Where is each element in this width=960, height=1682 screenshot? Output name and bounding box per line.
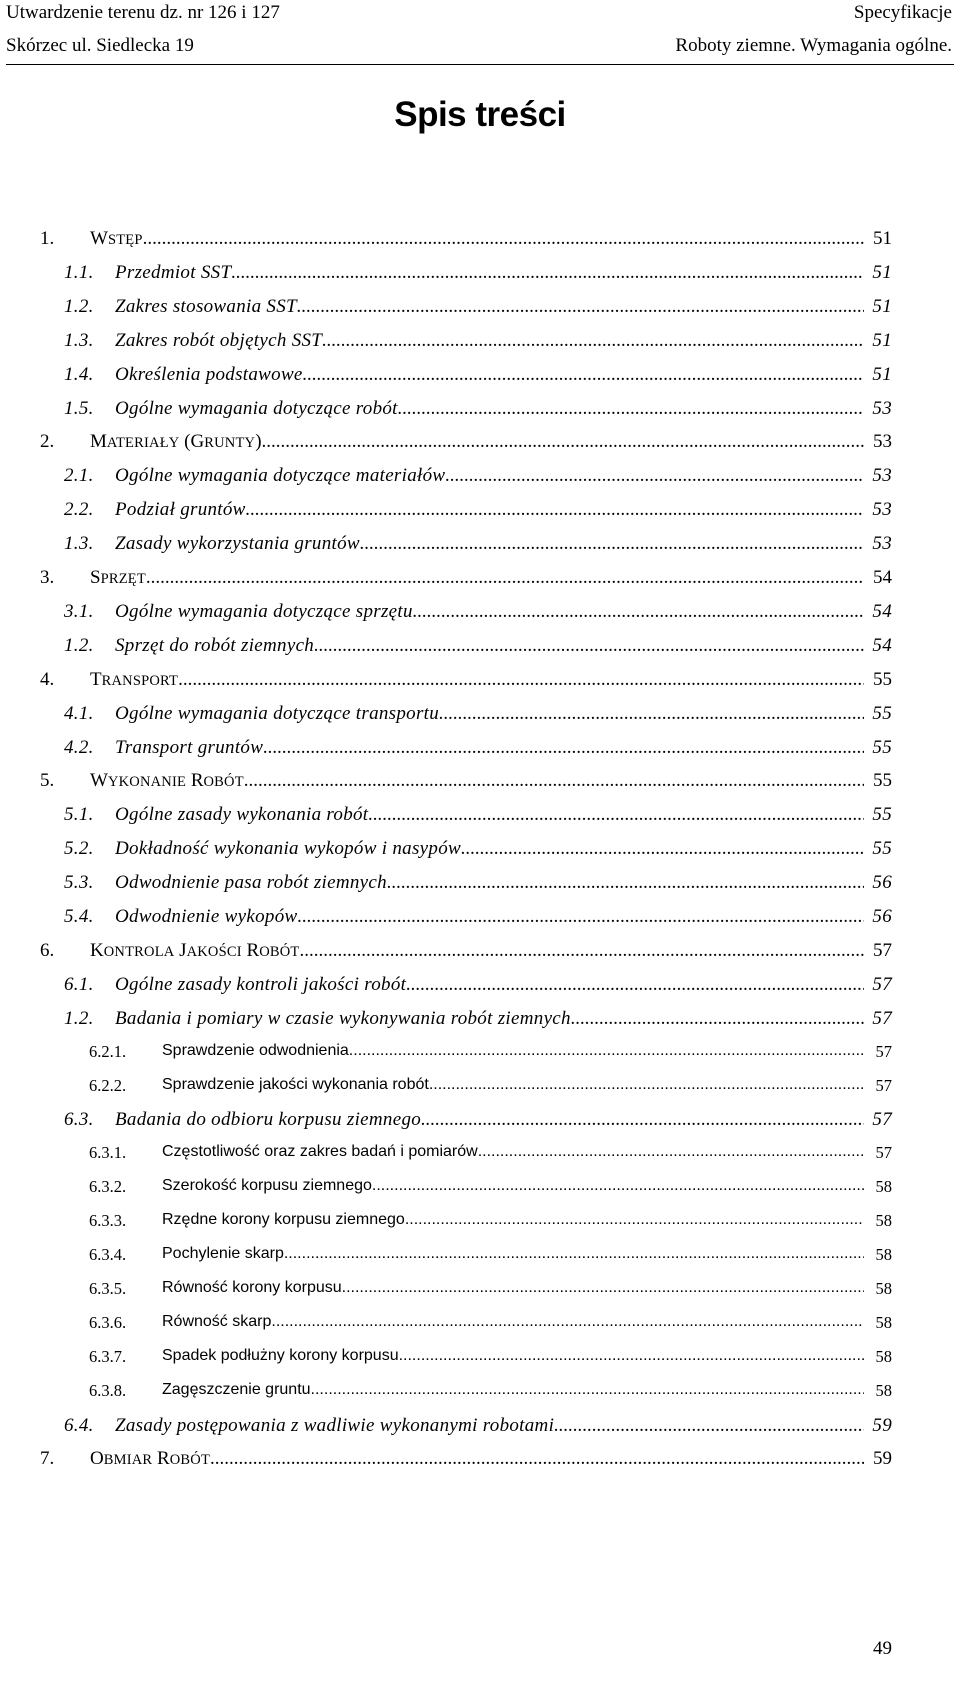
- toc-entry-title: Ogólne zasady wykonania robót: [115, 804, 369, 826]
- dot-leader: [322, 330, 864, 352]
- dot-leader: [413, 601, 864, 623]
- toc-entry-leader: [90, 770, 864, 792]
- toc-entry-leader: [115, 1008, 864, 1030]
- dot-leader: [299, 940, 864, 962]
- toc-entry-page: 51: [872, 261, 892, 283]
- toc-entry-number: 2.2.: [64, 499, 94, 521]
- toc-entry-number: 4.1.: [64, 702, 94, 724]
- toc-entry-leader: [115, 296, 864, 318]
- toc-entry-title: Ogólne wymagania dotyczące transportu: [115, 702, 440, 724]
- dot-leader: [284, 1245, 864, 1263]
- toc-entry-number: 1.2.: [64, 1007, 94, 1029]
- toc-entry-page: 53: [872, 465, 892, 487]
- toc-entry-number: 6.3.2.: [89, 1177, 127, 1197]
- toc-entry-leader: [162, 1143, 864, 1161]
- toc-entry-title: Szerokość korpusu ziemnego: [162, 1177, 372, 1195]
- toc-entry-leader: [115, 838, 864, 860]
- toc-entry-page: 57: [872, 1109, 892, 1131]
- toc-entry-page: 54: [872, 600, 892, 622]
- toc-entry-number: 6.: [40, 939, 55, 961]
- toc-entry-number: 3.1.: [64, 600, 94, 622]
- header-project-location: Skórzec ul. Siedlecka 19: [6, 35, 194, 56]
- dot-leader: [231, 262, 864, 284]
- toc-entry-title: Określenia podstawowe: [115, 363, 303, 385]
- dot-leader: [398, 398, 864, 420]
- toc-entry-leader: [115, 1109, 864, 1131]
- toc-entry-page: 51: [872, 329, 892, 351]
- toc-entry-page: 57: [875, 1143, 892, 1163]
- toc-entry-title: Zakres robót objętych SST: [115, 329, 323, 351]
- toc-entry-page: 58: [875, 1211, 892, 1231]
- page-title: Spis treści: [394, 95, 566, 134]
- page-number: 49: [873, 1638, 892, 1659]
- toc-entry-leader: [115, 1415, 864, 1437]
- toc-entry-leader: [162, 1177, 864, 1195]
- toc-entry-number: 1.5.: [64, 397, 94, 419]
- header-doc-type: Specyfikacje: [853, 2, 952, 23]
- toc-entry-number: 6.3.6.: [89, 1312, 127, 1332]
- toc-entry-title: Ogólne wymagania dotyczące materiałów: [115, 465, 446, 487]
- dot-leader: [244, 770, 864, 792]
- toc-entry-leader: [115, 330, 864, 352]
- toc-entry-page: 55: [872, 804, 892, 826]
- toc-entry-number: 5.4.: [64, 906, 94, 927]
- toc-entry-page: 53: [872, 397, 892, 419]
- dot-leader: [360, 533, 864, 555]
- toc-entry-page: 55: [872, 838, 892, 860]
- header-project-title: Utwardzenie terenu dz. nr 126 i 127: [6, 2, 280, 23]
- toc-entry-page: 57: [872, 973, 892, 995]
- toc-entry-title: WSTĘP: [90, 228, 143, 249]
- toc-entry-number: 6.2.2.: [89, 1075, 127, 1095]
- dot-leader: [271, 1313, 864, 1331]
- toc-entry-title: Rzędne korony korpusu ziemnego: [162, 1211, 405, 1229]
- toc-entry-page: 55: [872, 736, 892, 758]
- toc-entry-number: 4.2.: [64, 736, 94, 758]
- toc-entry-leader: [162, 1211, 864, 1229]
- toc-entry-page: 58: [875, 1312, 892, 1332]
- toc-entry-title: Ogólne wymagania dotyczące sprzętu: [115, 600, 413, 622]
- toc-entry-leader: [162, 1245, 864, 1263]
- toc-entry-number: 6.1.: [64, 973, 94, 995]
- dot-leader: [368, 804, 864, 826]
- toc-entry-page: 55: [873, 668, 892, 690]
- toc-entry-title: Transport gruntów: [115, 736, 264, 758]
- dot-leader: [429, 1076, 864, 1094]
- toc-entry-leader: [162, 1279, 864, 1297]
- dot-leader: [246, 499, 864, 521]
- toc-entry-leader: [115, 465, 864, 487]
- toc-entry-title: Spadek podłużny korony korpusu: [162, 1346, 399, 1364]
- toc-entry-number: 2.: [40, 431, 55, 453]
- toc-entry-page: 55: [873, 770, 892, 792]
- toc-entry-leader: [90, 431, 864, 453]
- toc-entry-title: Sprawdzenie jakości wykonania robót: [162, 1075, 429, 1093]
- toc-entry-title: KONTROLA JAKOŚCI ROBÓT: [90, 939, 300, 961]
- toc-entry-leader: [115, 703, 864, 725]
- toc-entry-page: 59: [873, 1448, 892, 1470]
- toc-entry-title: Dokładność wykonania wykopów i nasypów: [115, 838, 461, 860]
- toc-entry-number: 6.3.7.: [89, 1346, 127, 1366]
- toc-entry-leader: [90, 1448, 864, 1470]
- dot-leader: [399, 1347, 864, 1365]
- toc-entry-leader: [115, 398, 864, 420]
- dot-leader: [311, 1381, 864, 1399]
- toc-entry-number: 3.: [40, 567, 55, 588]
- toc-entry-leader: [162, 1076, 864, 1094]
- toc-entry-leader: [115, 364, 864, 386]
- toc-entry-number: 1.4.: [64, 363, 94, 385]
- dot-leader: [303, 364, 864, 386]
- dot-leader: [387, 872, 864, 894]
- dot-leader: [445, 465, 864, 487]
- toc-entry-page: 57: [875, 1075, 892, 1095]
- toc-entry-number: 4.: [40, 668, 55, 690]
- toc-entry-leader: [115, 804, 864, 826]
- toc-entry-leader: [115, 974, 864, 996]
- toc-entry-leader: [90, 669, 864, 691]
- toc-entry-page: 54: [873, 567, 892, 588]
- toc-entry-number: 5.: [40, 770, 55, 792]
- toc-entry-page: 54: [872, 634, 892, 656]
- toc-entry-number: 5.2.: [64, 838, 94, 860]
- toc-entry-leader: [115, 262, 864, 284]
- toc-entry-title: Zakres stosowania SST: [115, 295, 297, 317]
- toc-entry-title: Ogólne zasady kontroli jakości robót: [115, 973, 407, 995]
- toc-entry-title: Równość skarp: [162, 1312, 272, 1330]
- dot-leader: [262, 431, 864, 453]
- toc-entry-title: MATERIAŁY (GRUNTY): [90, 431, 262, 453]
- toc-entry-number: 6.4.: [64, 1414, 94, 1436]
- toc-entry-number: 2.1.: [64, 465, 94, 487]
- toc-entry-leader: [115, 872, 864, 894]
- toc-entry-page: 53: [872, 533, 892, 555]
- dot-leader: [406, 974, 864, 996]
- toc-entry-page: 53: [873, 431, 892, 453]
- toc-entry-page: 58: [875, 1177, 892, 1197]
- toc-entry-leader: [162, 1042, 864, 1060]
- toc-entry-title: Sprawdzenie odwodnienia: [162, 1041, 349, 1059]
- toc-entry-number: 5.3.: [64, 872, 94, 894]
- toc-entry-number: 6.3.8.: [89, 1380, 127, 1400]
- dot-leader: [349, 1042, 864, 1060]
- toc-entry-title: OBMIAR ROBÓT: [90, 1448, 210, 1470]
- toc-entry-title: Badania i pomiary w czasie wykonywania robót ziemnych: [115, 1007, 571, 1029]
- toc-entry-leader: [90, 567, 864, 589]
- toc-entry-page: 55: [872, 702, 892, 724]
- dot-leader: [210, 1448, 864, 1470]
- toc-entry-title: WYKONANIE ROBÓT: [90, 770, 244, 792]
- toc-entry-title: Równość korony korpusu: [162, 1278, 342, 1296]
- toc-entry-page: 57: [875, 1041, 892, 1061]
- toc-entry-page: 51: [872, 295, 892, 317]
- toc-entry-number: 1.3.: [64, 329, 94, 351]
- toc-entry-title: Częstotliwość oraz zakres badań i pomiarów: [162, 1143, 478, 1161]
- toc-entry-page: 58: [875, 1380, 892, 1400]
- toc-entry-title: Badania do odbioru korpusu ziemnego: [115, 1109, 422, 1131]
- toc-entry-page: 56: [872, 906, 892, 927]
- dot-leader: [461, 838, 864, 860]
- toc-entry-number: 1.3.: [64, 533, 94, 555]
- dot-leader: [314, 635, 864, 657]
- toc-entry-number: 6.3.4.: [89, 1245, 127, 1264]
- toc-entry-page: 57: [872, 1007, 892, 1029]
- dot-leader: [421, 1109, 864, 1131]
- dot-leader: [178, 669, 864, 691]
- dot-leader: [405, 1211, 864, 1229]
- toc-entry-number: 1.2.: [64, 634, 94, 656]
- toc-entry-leader: [115, 906, 864, 928]
- toc-entry-title: Sprzęt do robót ziemnych: [115, 634, 315, 656]
- dot-leader: [478, 1143, 864, 1161]
- toc-entry-number: 6.3.3.: [89, 1211, 127, 1231]
- toc-entry-title: SPRZĘT: [90, 567, 146, 588]
- dot-leader: [571, 1008, 864, 1030]
- dot-leader: [263, 737, 864, 759]
- toc-entry-page: 58: [875, 1278, 892, 1298]
- toc-entry-number: 1.: [40, 228, 55, 249]
- toc-entry-page: 51: [873, 228, 892, 249]
- toc-entry-number: 6.2.1.: [89, 1041, 127, 1061]
- toc-entry-leader: [90, 940, 864, 962]
- header-doc-section: Roboty ziemne. Wymagania ogólne.: [675, 35, 952, 56]
- toc-entry-number: 7.: [40, 1448, 55, 1470]
- toc-entry-leader: [162, 1347, 864, 1365]
- toc-entry-leader: [162, 1313, 864, 1331]
- toc-entry-leader: [115, 635, 864, 657]
- toc-entry-number: 5.1.: [64, 804, 94, 826]
- dot-leader: [297, 296, 864, 318]
- toc-entry-leader: [115, 499, 864, 521]
- toc-entry-page: 57: [873, 939, 892, 961]
- toc-entry-number: 1.2.: [64, 295, 94, 317]
- toc-entry-leader: [115, 533, 864, 555]
- toc-entry-title: Przedmiot SST: [115, 261, 232, 283]
- toc-entry-title: Pochylenie skarp: [162, 1245, 284, 1262]
- toc-entry-title: Zasady wykorzystania gruntów: [115, 533, 360, 555]
- toc-entry-leader: [162, 1381, 864, 1399]
- toc-entry-page: 53: [872, 499, 892, 521]
- dot-leader: [342, 1279, 864, 1297]
- toc-entry-page: 58: [875, 1346, 892, 1366]
- toc-entry-leader: [90, 228, 864, 250]
- dot-leader: [146, 567, 864, 589]
- toc-entry-page: 51: [872, 363, 892, 385]
- toc-entry-number: 6.3.: [64, 1109, 94, 1131]
- toc-entry-page: 58: [875, 1245, 892, 1264]
- dot-leader: [297, 906, 864, 928]
- toc-entry-title: Odwodnienie wykopów: [115, 906, 298, 927]
- toc-entry-page: 59: [872, 1414, 892, 1436]
- toc-entry-title: Podział gruntów: [115, 499, 246, 521]
- toc-entry-title: Odwodnienie pasa robót ziemnych: [115, 872, 387, 894]
- dot-leader: [372, 1177, 864, 1195]
- toc-entry-leader: [115, 737, 864, 759]
- toc-entry-title: Ogólne wymagania dotyczące robót: [115, 397, 398, 419]
- dot-leader: [439, 703, 864, 725]
- toc-entry-leader: [115, 601, 864, 623]
- toc-entry-title: Zagęszczenie gruntu: [162, 1380, 311, 1398]
- dot-leader: [554, 1415, 864, 1437]
- toc-entry-title: Zasady postępowania z wadliwie wykonanymi robotami: [115, 1414, 555, 1436]
- toc-entry-number: 1.1.: [64, 261, 94, 283]
- toc-entry-title: TRANSPORT: [90, 668, 179, 690]
- toc-entry-page: 56: [872, 872, 892, 894]
- toc-entry-number: 6.3.5.: [89, 1278, 127, 1298]
- toc-entry-number: 6.3.1.: [89, 1143, 127, 1163]
- dot-leader: [143, 228, 864, 250]
